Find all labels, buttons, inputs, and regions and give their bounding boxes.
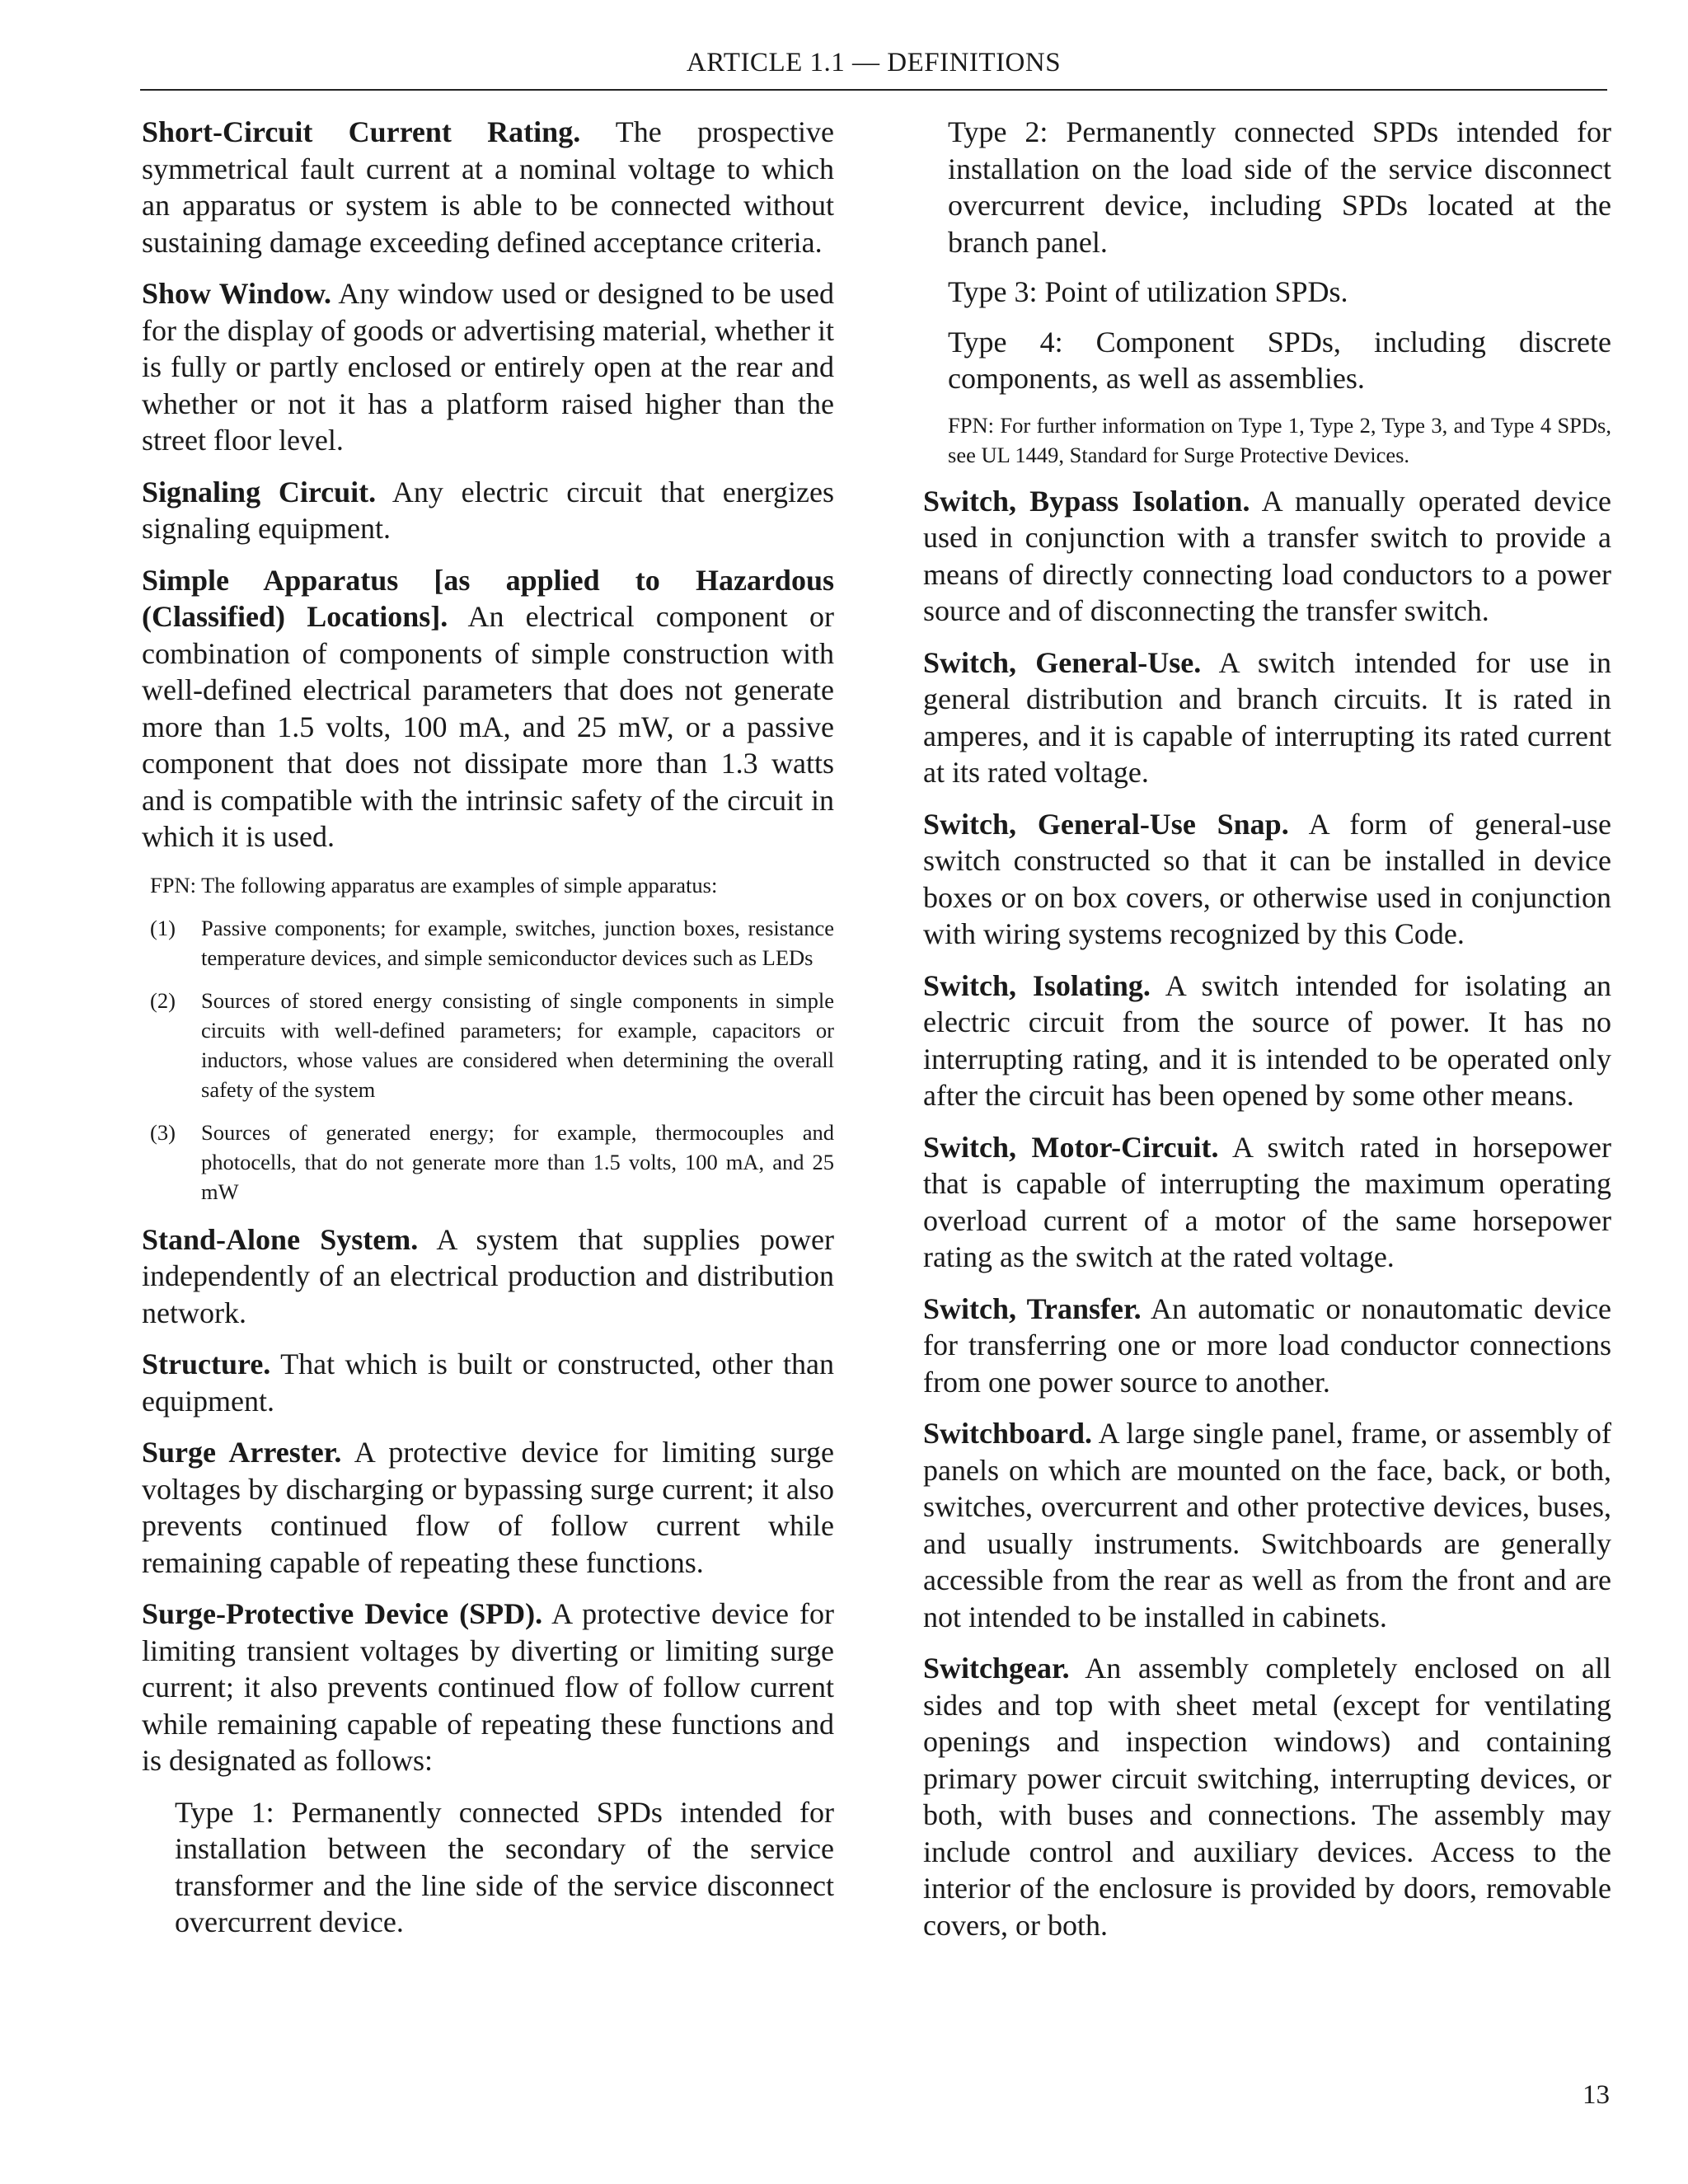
definition-text: Any window used or designed to be used for the display of goods or advertising material, whether it is fully or partly enclosed or entirely open at the rear and whether or not it has a platform raised higher than the street floor level.	[142, 277, 835, 457]
fpn-item-text: Sources of generated energy; for example, thermocouples and photocells, that do not generate more than 1.5 volts, 100 mA, and 25 mW	[201, 1119, 834, 1204]
definition-term: Switch, Isolating.	[923, 968, 1151, 1002]
fpn-note: FPN: The following apparatus are examples of simple apparatus:	[150, 872, 718, 898]
definition-term: Switch, Bypass Isolation.	[923, 484, 1250, 518]
fpn-list-item	[150, 913, 834, 972]
definition-text: An electrical component or combination of components of simple construction with well-defined electrical parameters that does not generate more than 1.5 volts, 100 mA, and 25 mW, or a passive component that does not dissipate more than 1.3 watts and is compatible with the intrinsic safety of the circuit in which it is used.	[142, 600, 834, 853]
definition-text: A protective device for limiting surge voltages by discharging or bypassing surge current; it also prevents continued flow of follow current while remaining capable of repeating these functions.	[142, 1436, 834, 1579]
definition-text: That which is built or constructed, other than equipment.	[142, 1347, 834, 1418]
definition-stand-alone-system	[142, 1221, 834, 1332]
definition-show-window	[142, 275, 834, 459]
header-rule	[140, 89, 1607, 91]
definition-term: Short-Circuit Current Rating.	[142, 115, 581, 148]
definition-text: A form of general-use switch constructed so that it can be installed in device boxes or on box covers, or otherwise used in conjunction with wiring systems recognized by this Code.	[923, 807, 1611, 950]
fpn-list	[150, 913, 834, 1207]
definition-switch-transfer	[923, 1291, 1611, 1401]
definition-text: An automatic or nonautomatic device for transferring one or more load conductor connections from one power source to another.	[923, 1291, 1611, 1399]
definition-term: Simple Apparatus [as applied to Hazardous (Classified) Locations].	[142, 563, 834, 633]
definition-text: Any electric circuit that energizes signaling equipment.	[142, 475, 834, 545]
spd-type-4: Type 4: Component SPDs, including discrete components, as well as assemblies.	[948, 325, 1611, 395]
spd-type-3: Type 3: Point of utilization SPDs.	[948, 275, 1348, 308]
definition-switchgear	[923, 1650, 1611, 1943]
definition-text: A protective device for limiting transient voltages by diverting or limiting surge current; it also prevents continued flow of follow current while remaining capable of repeating these functions and is designated as follows:	[142, 1597, 834, 1777]
definition-term: Switch, General-Use Snap.	[923, 807, 1289, 841]
definition-surge-protective-device	[142, 1596, 834, 1779]
fpn-note: FPN: For further information on Type 1, Type 2, Type 3, and Type 4 SPDs, see UL 1449, Standard for Surge Protective Devices.	[948, 412, 1611, 467]
definition-term: Show Window.	[142, 277, 332, 310]
definition-switch-bypass-isolation	[923, 483, 1611, 630]
fpn-list-item	[150, 1118, 834, 1207]
definition-short-circuit-current-rating	[142, 114, 834, 260]
definition-text: A switch intended for isolating an electric circuit from the source of power. It has no interrupting rating, and it is intended to be operated only after the circuit has been opened by some other means.	[923, 968, 1611, 1112]
definition-surge-arrester	[142, 1434, 834, 1581]
definition-term: Surge Arrester.	[142, 1436, 342, 1469]
right-column	[923, 114, 1611, 1958]
fpn-item-text: Sources of stored energy consisting of single components in simple circuits with well-defined parameters; for example, capacitors or inductors, whose values are considered when determining the overall safety of the system	[201, 987, 834, 1102]
left-column	[142, 114, 834, 1954]
page-number: 13	[1582, 2080, 1610, 2110]
fpn-item-number: (1)	[150, 915, 176, 940]
definition-term: Surge-Protective Device (SPD).	[142, 1597, 543, 1630]
definition-structure	[142, 1346, 834, 1419]
definition-term: Structure.	[142, 1347, 271, 1380]
definition-switch-general-use-snap	[923, 806, 1611, 953]
fpn-item-number: (3)	[150, 1119, 176, 1145]
definition-text: The prospective symmetrical fault current at a nominal voltage to which an apparatus or system is able to be connected without sustaining damage exceeding defined acceptance criteria.	[142, 115, 834, 259]
definition-term: Switchboard.	[923, 1417, 1093, 1450]
definition-switch-general-use	[923, 644, 1611, 791]
definition-signaling-circuit	[142, 474, 834, 547]
definition-text: A switch rated in horsepower that is capable of interrupting the maximum operating overload current of a motor of the same horsepower rating as the switch at the rated voltage.	[923, 1130, 1611, 1273]
fpn-item-number: (2)	[150, 987, 176, 1013]
definition-term: Switch, Transfer.	[923, 1291, 1142, 1325]
fpn-list-item	[150, 986, 834, 1104]
definition-switch-motor-circuit	[923, 1129, 1611, 1276]
definition-simple-apparatus	[142, 562, 834, 855]
definition-switch-isolating	[923, 968, 1611, 1114]
definition-term: Switch, General-Use.	[923, 645, 1202, 679]
definition-text: An assembly completely enclosed on all sides and top with sheet metal (except for ventilating openings and inspection windows) and containing primary power circuit switching, interrupting devices, or both, with buses and connections. The assembly may include control and auxiliary devices. Access to the interior of the enclosure is provided by doors, removable covers, or both.	[923, 1652, 1611, 1942]
definition-term: Stand-Alone System.	[142, 1222, 419, 1256]
page-header: ARTICLE 1.1 — DEFINITIONS	[686, 48, 1062, 77]
definition-term: Switch, Motor-Circuit.	[923, 1130, 1219, 1164]
spd-type-1: Type 1: Permanently connected SPDs intended for installation between the secondary of the service transformer and the line side of the service disconnect overcurrent device.	[175, 1795, 834, 1938]
definition-switchboard	[923, 1415, 1611, 1635]
definition-text: A manually operated device used in conjunction with a transfer switch to provide a means of directly connecting load conductors to a power source and of disconnecting the transfer switch.	[923, 484, 1611, 627]
definition-term: Switchgear.	[923, 1652, 1070, 1685]
definition-term: Signaling Circuit.	[142, 475, 377, 509]
definition-text: A switch intended for use in general distribution and branch circuits. It is rated in amperes, and it is capable of interrupting its rated current at its rated voltage.	[923, 645, 1611, 789]
definition-text: A large single panel, frame, or assembly of panels on which are mounted on the face, back, or both, switches, overcurrent and other protective devices, buses, and usually instruments. Switchboards are generally accessible from the rear as well as from the front and are not intended to be installed in cabinets.	[923, 1417, 1611, 1633]
fpn-item-text: Passive components; for example, switches, junction boxes, resistance temperature devices, and simple semiconductor devices such as LEDs	[201, 915, 834, 970]
definition-text: A system that supplies power independently of an electrical production and distribution network.	[142, 1222, 834, 1329]
spd-type-2: Type 2: Permanently connected SPDs intended for installation on the load side of the service disconnect overcurrent device, including SPDs located at the branch panel.	[948, 115, 1611, 259]
